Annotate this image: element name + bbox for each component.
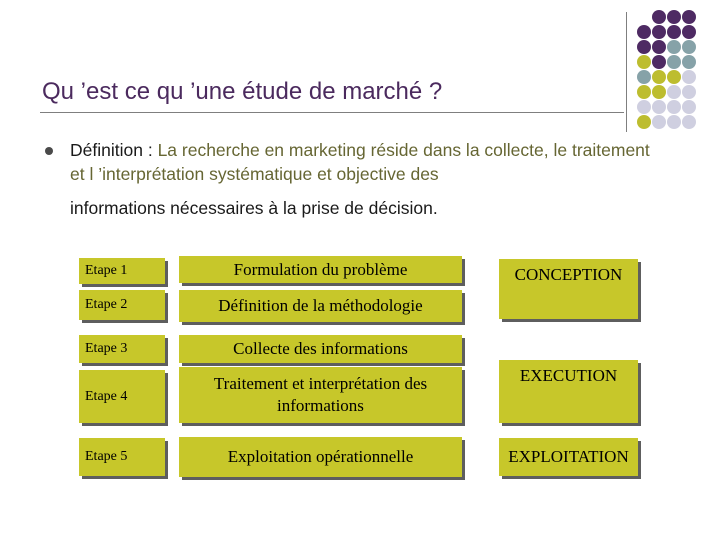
decorative-dot [637, 25, 651, 39]
step-2-box: Etape 2 [79, 290, 165, 320]
phase-execution-box: EXECUTION [499, 360, 638, 423]
step-4-box: Etape 4 [79, 370, 165, 423]
step-1-box: Etape 1 [79, 258, 165, 284]
title-underline [40, 112, 624, 113]
decorative-dot [667, 85, 681, 99]
decorative-dot [652, 25, 666, 39]
decorative-dot [667, 100, 681, 114]
decorative-dot [682, 55, 696, 69]
decorative-dot [637, 70, 651, 84]
decorative-dot [667, 70, 681, 84]
phase-exploitation-box: EXPLOITATION [499, 438, 638, 476]
bullet-icon [45, 147, 53, 155]
decorative-dot [652, 100, 666, 114]
decorative-dot [667, 115, 681, 129]
decorative-dot [667, 55, 681, 69]
decorative-dot [637, 85, 651, 99]
decorative-dot [667, 40, 681, 54]
step-5-box: Etape 5 [79, 438, 165, 476]
decorative-dot [637, 100, 651, 114]
decorative-dot [652, 10, 666, 24]
definition-text-continued: informations nécessaires à la prise de décision. [70, 198, 438, 218]
decorative-dot [652, 70, 666, 84]
decorative-dot [682, 10, 696, 24]
slide-title: Qu ’est ce qu ’une étude de marché ? [42, 78, 443, 105]
decorative-dot [667, 10, 681, 24]
task-5-box: Exploitation opérationnelle [179, 437, 462, 477]
task-2-box: Définition de la méthodologie [179, 290, 462, 322]
phase-conception-box: CONCEPTION [499, 259, 638, 319]
decorative-dot [682, 40, 696, 54]
task-4-box: Traitement et interprétation des informations [179, 367, 462, 423]
decorative-dot [652, 55, 666, 69]
decorative-dot [682, 70, 696, 84]
definition-paragraph [70, 138, 660, 186]
definition-label: Définition : [70, 140, 153, 160]
decorative-dot [682, 100, 696, 114]
step-3-box: Etape 3 [79, 335, 165, 363]
decorative-dot [682, 25, 696, 39]
decorative-dot [682, 115, 696, 129]
decorative-dot [652, 40, 666, 54]
decorative-dot [652, 115, 666, 129]
task-3-box: Collecte des informations [179, 335, 462, 363]
task-1-box: Formulation du problème [179, 256, 462, 283]
decorative-dot-grid [637, 10, 717, 140]
decorative-dot [637, 55, 651, 69]
decorative-dot [682, 85, 696, 99]
vertical-divider [626, 12, 627, 132]
decorative-dot [637, 40, 651, 54]
decorative-dot [667, 25, 681, 39]
decorative-dot [637, 115, 651, 129]
decorative-dot [652, 85, 666, 99]
definition-text: La recherche en marketing réside dans la collecte, le traitement et l ’interprétation systématique et objective des [70, 140, 650, 184]
